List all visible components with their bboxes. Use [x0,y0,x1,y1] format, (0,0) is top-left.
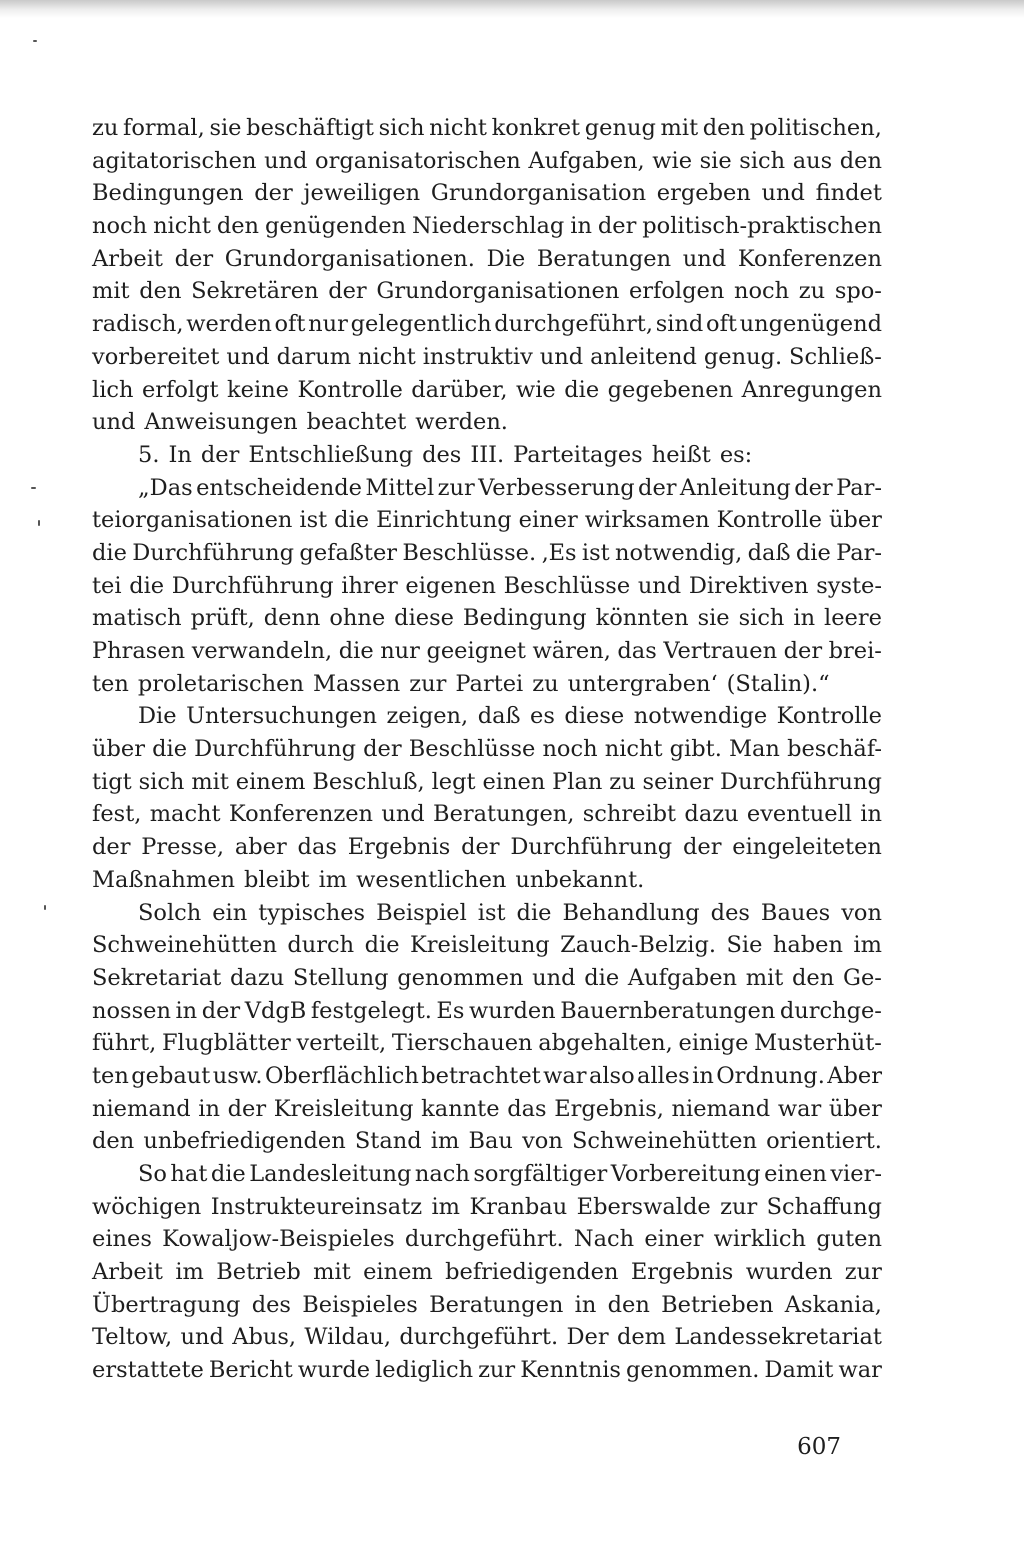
text-line: nossen in der VdgB festgelegt. Es wurden Bauernberatungen durchge- [92,997,882,1024]
page-speck [31,487,36,489]
text-line: ten gebaut usw. Oberflächlich betrachtet war also alles in Ordnung. Aber [92,1062,882,1089]
text-line: über die Durchführung der Beschlüsse noch nicht gibt. Man beschäf- [92,736,882,763]
text-line: Maßnahmen bleibt im wesentlichen unbekannt. [92,866,645,893]
text-line: der Presse, aber das Ergebnis der Durchführung der eingeleiteten [92,834,882,861]
text-line: radisch, werden oft nur gelegentlich durchgeführt, sind oft ungenügend [92,311,882,338]
text-line: agitatorischen und organisatorischen Aufgaben, wie sie sich aus den [92,147,882,174]
page-top-edge-shadow [0,0,1024,18]
text-line: niemand in der Kreisleitung kannte das Ergebnis, niemand war über [92,1095,882,1122]
text-line: zu formal, sie beschäftigt sich nicht konkret genug mit den politischen, [92,115,882,141]
text-line: „Das entscheidende Mittel zur Verbesserung der Anleitung der Par- [138,474,882,501]
page-number: 607 [797,1434,841,1460]
text-line: 5. In der Entschließung des III. Parteitages heißt es: [138,441,753,468]
text-line: noch nicht den genügenden Niederschlag in der politisch-praktischen [92,213,882,240]
text-line: tigt sich mit einem Beschluß, legt einen Plan zu seiner Durchführung [92,768,882,795]
text-line: teiorganisationen ist die Einrichtung einer wirksamen Kontrolle über [92,507,882,534]
text-line: vorbereitet und darum nicht instruktiv und anleitend genug. Schließ- [92,343,882,370]
text-line: Bedingungen der jeweiligen Grundorganisation ergeben und findet [92,180,882,207]
body-text [92,112,882,1387]
text-line: Übertragung des Beispieles Beratungen in den Betrieben Askania, [92,1291,882,1318]
text-line: eines Kowaljow-Beispieles durchgeführt. Nach einer wirklich guten [92,1226,882,1253]
page-speck [44,905,46,910]
text-line: Teltow, und Abus, Wildau, durchgeführt. Der dem Landessekretariat [92,1324,882,1351]
text-line: den unbefriedigenden Stand im Bau von Schweinehütten orientiert. [92,1128,882,1155]
text-line: Arbeit im Betrieb mit einem befriedigenden Ergebnis wurden zur [92,1259,882,1286]
text-line: mit den Sekretären der Grundorganisationen erfolgen noch zu spo- [92,278,882,305]
text-line: wöchigen Instrukteureinsatz im Kranbau Eberswalde zur Schaffung [92,1193,882,1220]
text-line: Schweinehütten durch die Kreisleitung Zauch-Belzig. Sie haben im [92,932,882,959]
text-line: Phrasen verwandeln, die nur geeignet wären, das Vertrauen der brei- [92,638,882,664]
text-line: führt, Flugblätter verteilt, Tierschauen abgehalten, einige Musterhüt- [92,1030,882,1057]
text-line: die Durchführung gefaßter Beschlüsse. ‚Es ist notwendig, daß die Par- [92,539,882,566]
text-line: So hat die Landesleitung nach sorgfältiger Vorbereitung einen vier- [138,1161,882,1187]
text-line: ten proletarischen Massen zur Partei zu untergraben‘ (Stalin).“ [92,670,830,697]
text-line: lich erfolgt keine Kontrolle darüber, wie die gegebenen Anregungen [92,376,882,403]
page-speck [38,520,40,526]
text-line: Die Untersuchungen zeigen, daß es diese notwendige Kontrolle [138,703,882,730]
text-line: matisch prüft, denn ohne diese Bedingung könnten sie sich in leere [92,605,882,632]
text-line: Solch ein typisches Beispiel ist die Behandlung des Baues von [138,899,882,926]
text-line: erstattete Bericht wurde lediglich zur Kenntnis genommen. Damit war [92,1357,882,1384]
page-speck [33,40,37,42]
text-line: fest, macht Konferenzen und Beratungen, schreibt dazu eventuell in [92,801,882,828]
text-line: und Anweisungen beachtet werden. [92,409,508,436]
text-line: tei die Durchführung ihrer eigenen Beschlüsse und Direktiven syste- [92,572,882,599]
text-line: Arbeit der Grundorganisationen. Die Beratungen und Konferenzen [92,245,882,272]
text-line: Sekretariat dazu Stellung genommen und die Aufgaben mit den Ge- [92,964,882,991]
